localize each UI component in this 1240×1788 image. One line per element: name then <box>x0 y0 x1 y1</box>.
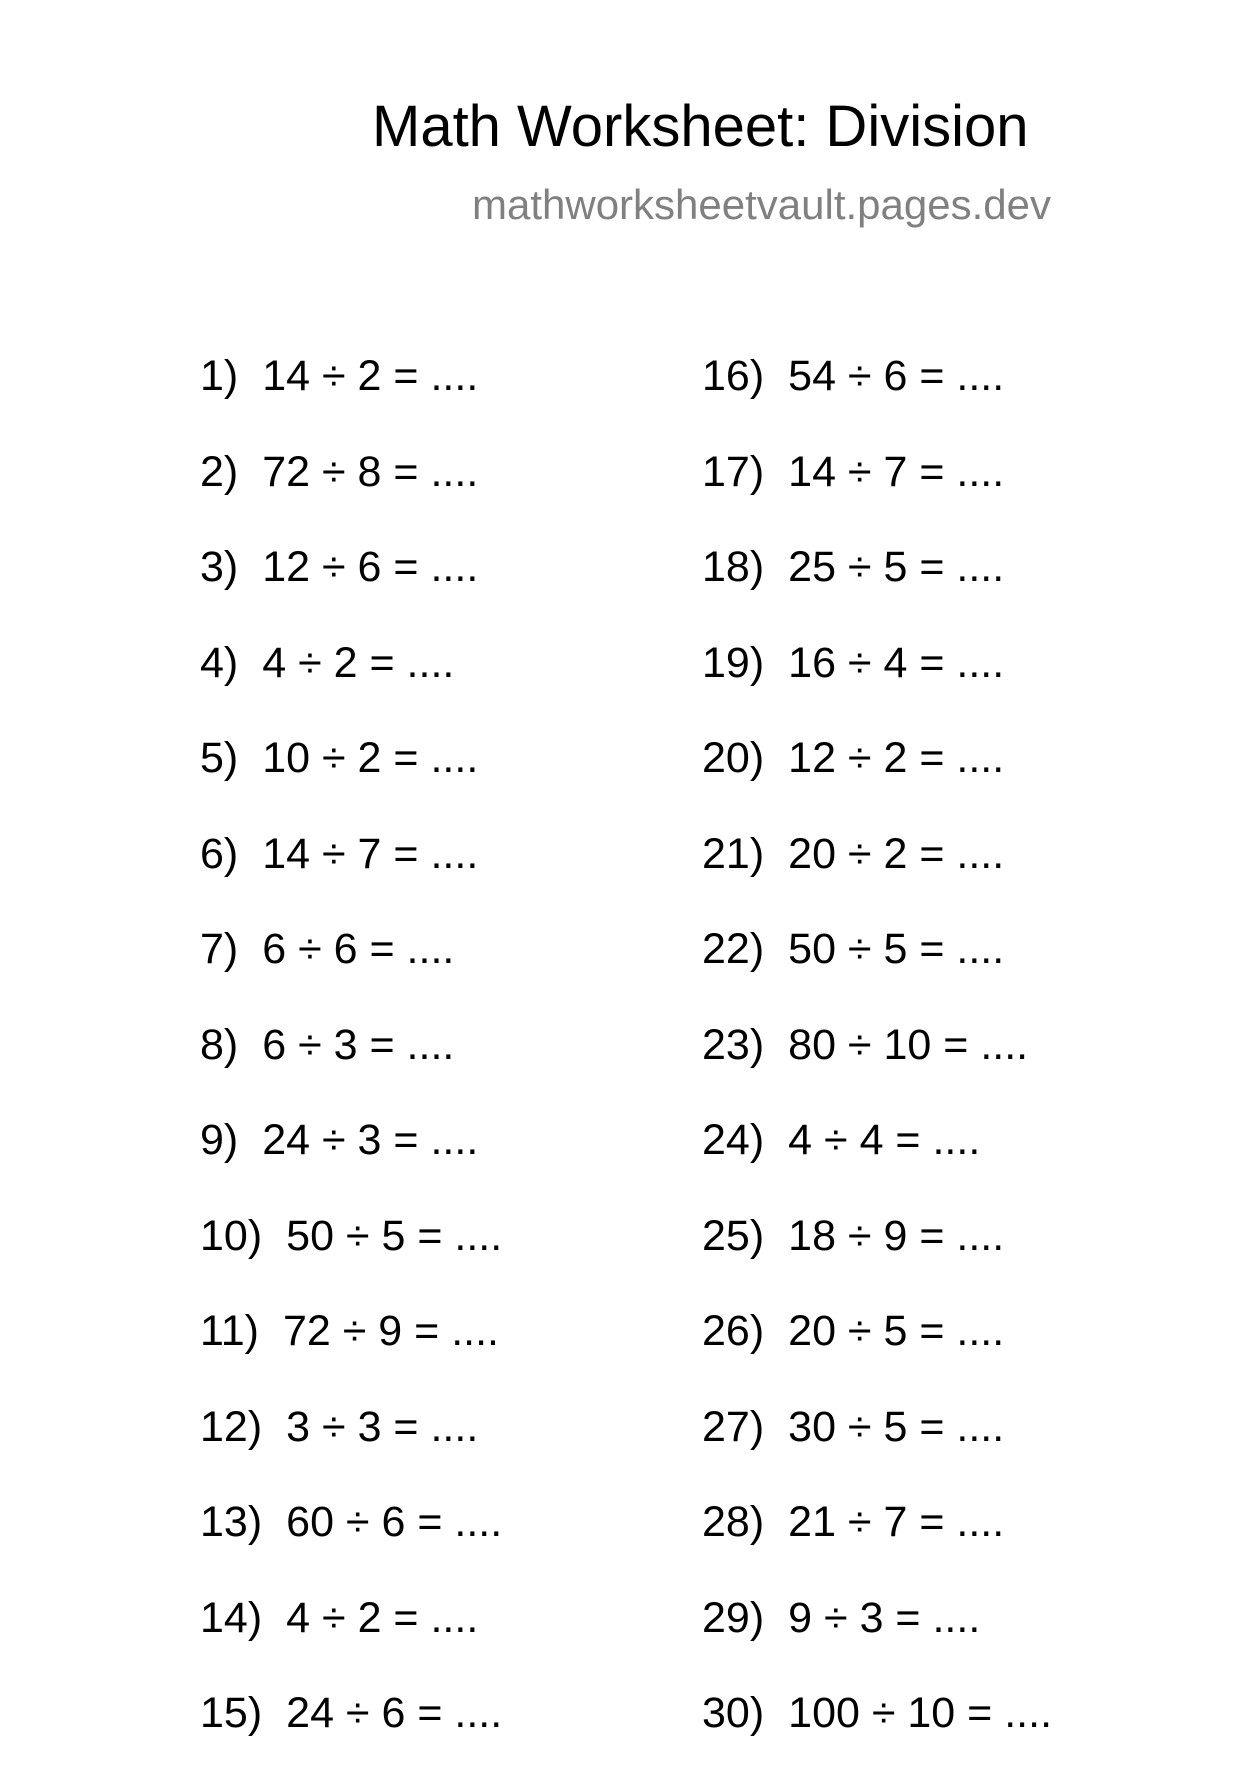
problem-expression: 18 ÷ 9 = .... <box>788 1211 1005 1260</box>
problem-expression: 50 ÷ 5 = .... <box>788 925 1005 973</box>
problem-number: 2) <box>200 447 239 496</box>
problem-expression: 72 ÷ 8 = .... <box>262 447 479 496</box>
problem-expression: 80 ÷ 10 = .... <box>788 1020 1029 1069</box>
problem-item <box>702 543 1052 642</box>
problem-item <box>702 638 1052 738</box>
problem-expression: 60 ÷ 6 = .... <box>286 1498 503 1546</box>
problem-number: 8) <box>200 1020 239 1069</box>
problem-expression: 9 ÷ 3 = .... <box>788 1593 981 1642</box>
problem-number: 3) <box>200 543 239 591</box>
problem-item <box>702 1116 1052 1215</box>
problem-expression: 4 ÷ 4 = .... <box>788 1116 981 1164</box>
problem-expression: 21 ÷ 7 = .... <box>788 1498 1005 1546</box>
problem-expression: 24 ÷ 6 = .... <box>286 1689 503 1737</box>
problem-expression: 25 ÷ 5 = .... <box>788 543 1005 591</box>
problem-number: 16) <box>702 352 765 400</box>
problem-expression: 54 ÷ 6 = .... <box>788 352 1005 400</box>
problem-number: 13) <box>200 1498 263 1546</box>
problem-number: 12) <box>200 1402 263 1451</box>
problem-number: 10) <box>200 1211 263 1260</box>
problem-item <box>702 447 1052 547</box>
problem-number: 1) <box>200 352 239 400</box>
problem-expression: 24 ÷ 3 = .... <box>262 1116 479 1164</box>
page-title: Math Worksheet: Division <box>372 94 1029 159</box>
problem-expression: 4 ÷ 2 = .... <box>262 638 455 687</box>
problem-item <box>200 1593 502 1693</box>
problem-number: 30) <box>702 1689 765 1737</box>
problem-item <box>200 734 502 833</box>
problem-number: 22) <box>702 925 765 973</box>
problem-item <box>200 352 502 451</box>
problem-column-left <box>200 352 503 1788</box>
problem-expression: 10 ÷ 2 = .... <box>262 734 479 782</box>
problem-item <box>200 1116 502 1215</box>
problem-number: 24) <box>702 1116 765 1164</box>
problem-expression: 50 ÷ 5 = .... <box>286 1211 503 1260</box>
problem-expression: 3 ÷ 3 = .... <box>286 1402 479 1451</box>
problem-item <box>702 1020 1052 1120</box>
problem-item <box>200 1689 503 1788</box>
problem-expression: 12 ÷ 2 = .... <box>788 734 1005 782</box>
problem-number: 11) <box>200 1307 259 1355</box>
problem-expression: 20 ÷ 5 = .... <box>788 1307 1005 1355</box>
problem-item <box>200 1498 503 1597</box>
problem-expression: 14 ÷ 7 = .... <box>788 447 1005 496</box>
problem-item <box>702 1402 1052 1502</box>
problem-item <box>200 829 502 929</box>
problem-expression: 72 ÷ 9 = .... <box>282 1307 499 1355</box>
problem-number: 5) <box>200 734 239 782</box>
problem-number: 18) <box>702 543 765 591</box>
problem-number: 7) <box>200 925 239 973</box>
problem-expression: 4 ÷ 2 = .... <box>286 1593 479 1642</box>
problem-expression: 16 ÷ 4 = .... <box>788 638 1005 687</box>
problem-number: 15) <box>200 1689 263 1737</box>
problem-item <box>702 352 1052 451</box>
problem-number: 4) <box>200 638 239 687</box>
problem-number: 17) <box>702 447 765 496</box>
problem-item <box>702 829 1052 929</box>
problem-expression: 30 ÷ 5 = .... <box>788 1402 1005 1451</box>
problem-item <box>200 1307 502 1406</box>
problem-item <box>200 925 502 1024</box>
page-subtitle: mathworksheetvault.pages.dev <box>472 181 1051 228</box>
problem-item <box>702 734 1052 833</box>
problem-item <box>200 543 502 642</box>
problem-number: 21) <box>702 829 765 878</box>
problem-number: 6) <box>200 829 239 878</box>
problem-item <box>200 638 502 738</box>
problem-expression: 6 ÷ 3 = .... <box>262 1020 455 1069</box>
problem-number: 26) <box>702 1307 765 1355</box>
problem-item <box>200 1211 503 1311</box>
problem-number: 28) <box>702 1498 765 1546</box>
problem-number: 20) <box>702 734 765 782</box>
problem-column-right <box>702 352 1053 1788</box>
problem-number: 29) <box>702 1593 765 1642</box>
problem-item <box>702 1307 1052 1406</box>
problem-expression: 20 ÷ 2 = .... <box>788 829 1005 878</box>
problem-expression: 14 ÷ 7 = .... <box>262 829 479 878</box>
problem-expression: 6 ÷ 6 = .... <box>262 925 455 973</box>
problem-expression: 14 ÷ 2 = .... <box>262 352 479 400</box>
problem-number: 23) <box>702 1020 765 1069</box>
problem-item <box>200 1020 502 1120</box>
problem-item <box>702 1211 1052 1311</box>
problem-item <box>200 1402 502 1502</box>
problem-item <box>200 447 502 547</box>
problem-number: 27) <box>702 1402 765 1451</box>
problem-number: 19) <box>702 638 765 687</box>
problem-expression: 100 ÷ 10 = .... <box>788 1689 1053 1737</box>
problem-number: 9) <box>200 1116 239 1164</box>
problem-number: 14) <box>200 1593 263 1642</box>
problem-item <box>702 1689 1053 1788</box>
problem-item <box>702 925 1052 1024</box>
problem-item <box>702 1593 1052 1693</box>
problem-number: 25) <box>702 1211 765 1260</box>
problem-expression: 12 ÷ 6 = .... <box>262 543 479 591</box>
problem-item <box>702 1498 1052 1597</box>
